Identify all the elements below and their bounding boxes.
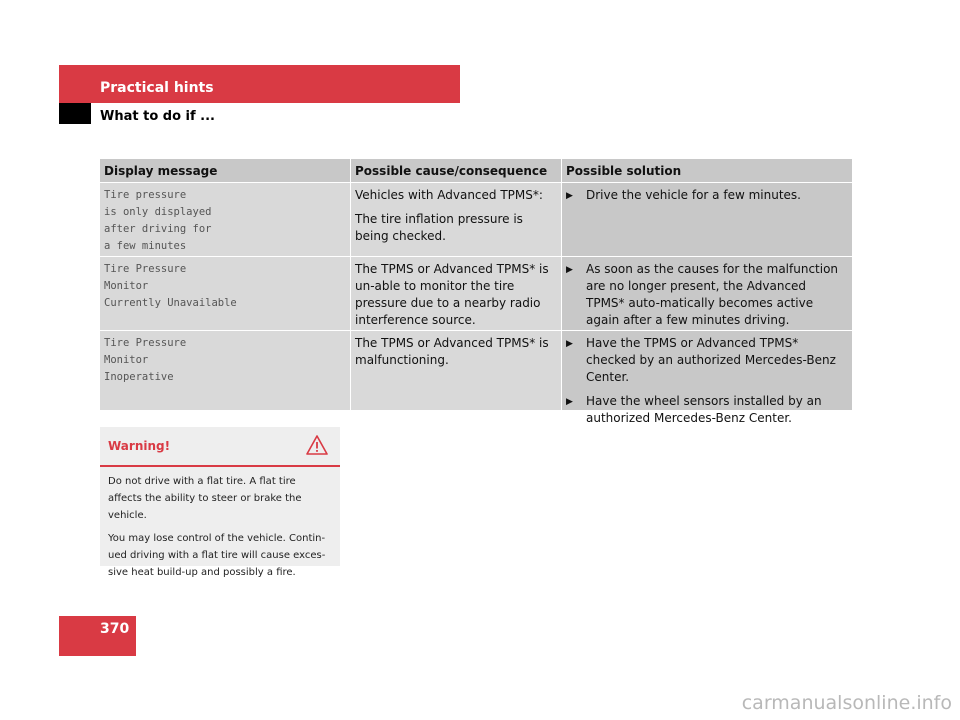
- solution-item: [566, 187, 846, 205]
- section-title: Practical hints: [100, 80, 214, 96]
- warning-triangle-icon: [306, 434, 328, 456]
- message-line: Currently Unavailable: [104, 297, 237, 309]
- column-header-possible-solution: Possible solution: [562, 159, 852, 182]
- bullet-arrow-icon: ▶: [566, 339, 573, 349]
- display-message-table: [100, 159, 852, 425]
- warning-box: [100, 427, 340, 578]
- cause-text: The TPMS or Advanced TPMS* is malfunctioning.: [355, 336, 549, 367]
- cause-text: The TPMS or Advanced TPMS* is un-able to monitor the tire pressure due to a nearby radio interference source.: [355, 262, 549, 327]
- table-row-1-cause: [351, 183, 561, 256]
- solution-item: [566, 261, 846, 329]
- bullet-arrow-icon: ▶: [566, 397, 573, 407]
- solution-text: As soon as the causes for the malfunction are no longer present, the Advanced TPMS* auto-matically becomes active again after a few minutes driving.: [586, 262, 839, 327]
- message-line: Monitor: [104, 354, 149, 366]
- message-line: Tire Pressure: [104, 263, 187, 275]
- bullet-arrow-icon: ▶: [566, 191, 573, 201]
- warning-paragraph: Do not drive with a flat tire. A flat tire affects the ability to steer or brake the vehicle.: [108, 476, 302, 521]
- message-line: is only displayed: [104, 206, 212, 218]
- table-row-2-cause: [351, 257, 561, 330]
- warning-header: [100, 427, 340, 467]
- page-number: 370: [100, 621, 130, 637]
- warning-paragraph: You may lose control of the vehicle. Contin-ued driving with a flat tire will cause exces-sive heat build-up and possibly a fire.: [108, 533, 326, 578]
- solution-item: [566, 335, 846, 386]
- subsection-title: What to do if ...: [100, 109, 215, 124]
- table-row-1-solution: [562, 183, 852, 256]
- table-row-3-solution: [562, 331, 852, 425]
- subsection-tab-marker: [59, 103, 91, 124]
- solution-item: [566, 393, 846, 427]
- solution-text: Have the wheel sensors installed by an authorized Mercedes-Benz Center.: [586, 394, 822, 425]
- warning-title: Warning!: [108, 439, 171, 453]
- message-line: Monitor: [104, 280, 149, 292]
- message-line: Inoperative: [104, 371, 174, 383]
- table-row-3-message: [100, 331, 350, 410]
- column-header-display-message: Display message: [100, 159, 350, 182]
- warning-body: [100, 467, 340, 581]
- table-row-1-message: [100, 183, 350, 256]
- bullet-arrow-icon: ▶: [566, 265, 573, 275]
- cause-text: Vehicles with Advanced TPMS*:: [355, 188, 543, 202]
- message-line: after driving for: [104, 223, 212, 235]
- table-row-2-message: [100, 257, 350, 330]
- cause-text: The tire inflation pressure is being checked.: [355, 212, 523, 243]
- message-line: Tire pressure: [104, 189, 187, 201]
- message-line: Tire Pressure: [104, 337, 187, 349]
- solution-text: Have the TPMS or Advanced TPMS* checked by an authorized Mercedes-Benz Center.: [586, 336, 836, 384]
- table-row-2-solution: [562, 257, 852, 330]
- message-line: a few minutes: [104, 240, 187, 252]
- column-header-possible-cause: Possible cause/consequence: [351, 159, 561, 182]
- watermark-text: carmanualsonline.info: [741, 692, 952, 714]
- solution-text: Drive the vehicle for a few minutes.: [586, 188, 801, 202]
- table-row-3-cause: [351, 331, 561, 410]
